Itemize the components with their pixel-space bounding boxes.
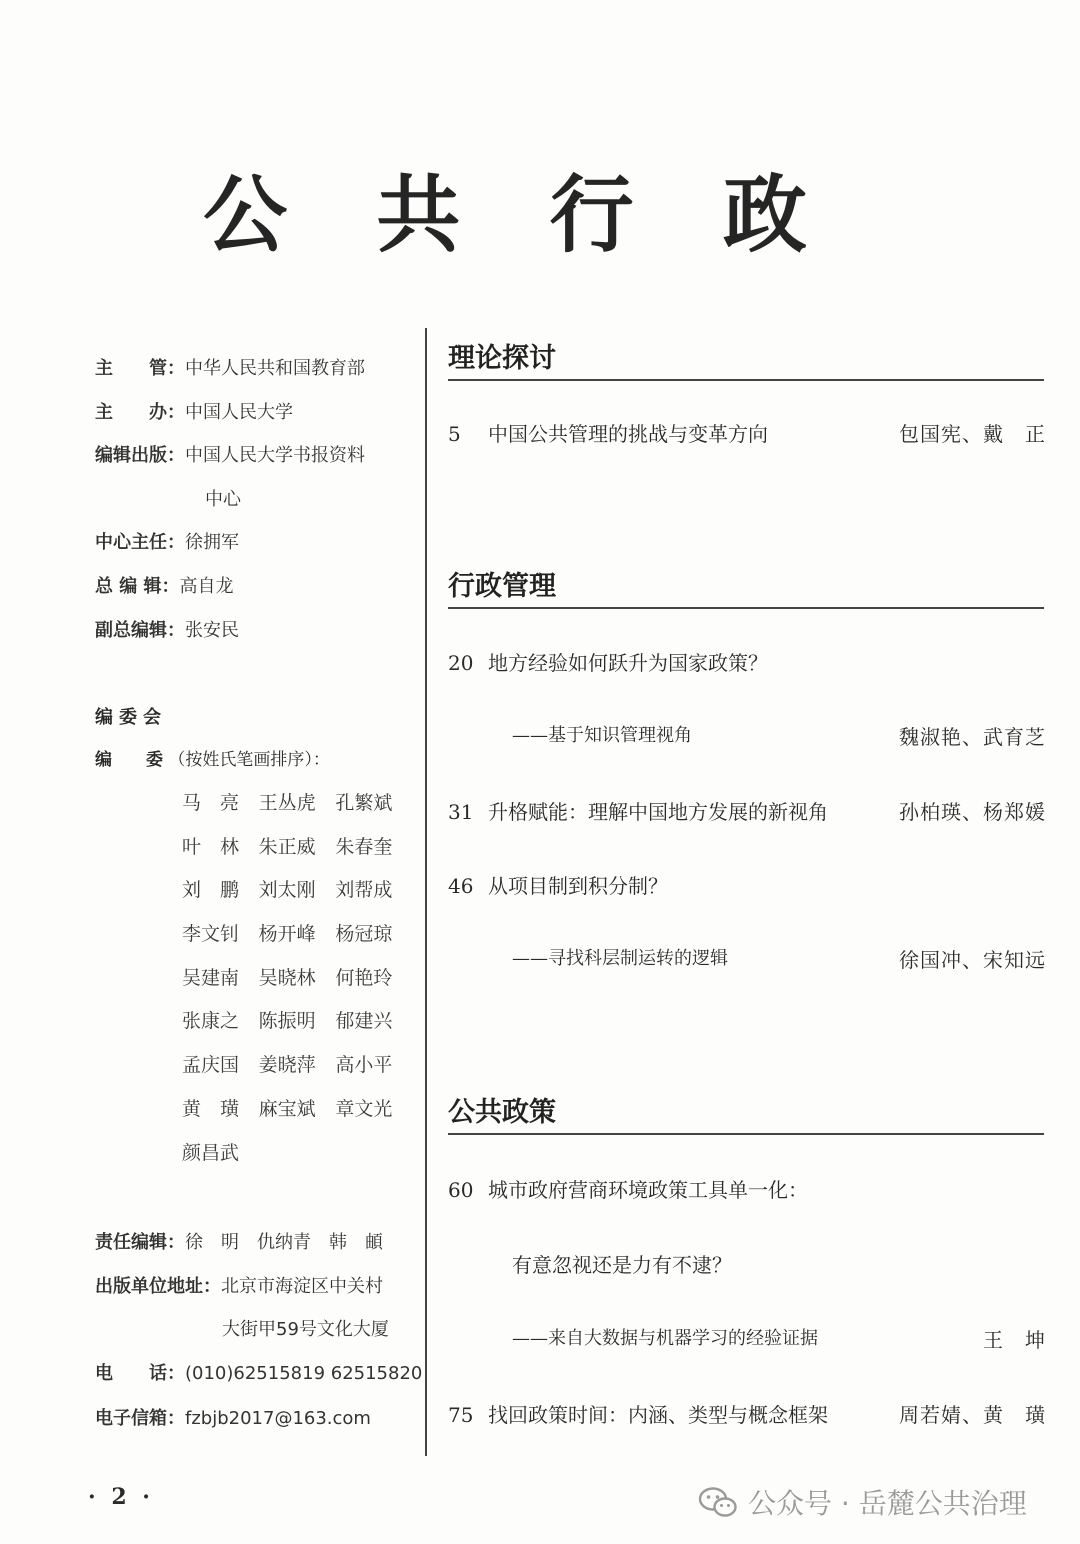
toc-title: 从项目制到积分制？ <box>488 874 668 898</box>
info-row-deputy-editor <box>95 616 239 642</box>
toc-page-number: 31 <box>448 800 474 824</box>
toc-author: 徐国冲、宋知远 <box>899 948 1046 972</box>
section-heading: 行政管理 <box>448 564 1044 609</box>
toc-subtitle: ——寻找科层制运转的逻辑 <box>512 948 728 969</box>
info-row-address-cont <box>222 1315 389 1341</box>
member: 王丛虎 <box>258 792 316 814</box>
member: 刘太刚 <box>258 879 316 902</box>
info-label: 中心主任： <box>95 532 185 553</box>
member: 张康之 <box>182 1010 240 1033</box>
member-row <box>182 788 412 832</box>
toc-title: 中国公共管理的挑战与变革方向 <box>488 422 768 446</box>
member: 李文钊 <box>182 923 240 946</box>
member: 吴建南 <box>182 966 240 989</box>
toc-title: 城市政府营商环境政策工具单一化： <box>488 1178 808 1202</box>
toc-entry[interactable] <box>448 1399 1046 1428</box>
member: 杨开峰 <box>258 923 316 946</box>
info-value: 徐拥军 <box>185 532 239 553</box>
info-value: 北京市海淀区中关村 <box>221 1276 383 1297</box>
info-label: 电子信箱： <box>95 1408 185 1429</box>
toc-author: 周若婧、黄 璜 <box>899 1403 1046 1427</box>
toc-entry[interactable] <box>448 870 1046 899</box>
member-row <box>182 963 412 1007</box>
info-label: 出版单位地址： <box>95 1276 221 1297</box>
member-row <box>182 919 412 963</box>
member-row <box>182 875 412 919</box>
info-value: 高自龙 <box>179 576 234 597</box>
info-row-publisher-cont <box>205 485 241 511</box>
section-heading: 理论探讨 <box>448 336 1044 381</box>
info-row-sponsor <box>95 398 293 424</box>
member: 何艳玲 <box>335 966 393 989</box>
info-label: 电 话： <box>95 1363 185 1384</box>
info-row-responsible-editors <box>95 1228 383 1254</box>
member: 黄 璜 <box>182 1097 240 1120</box>
toc-page-number: 75 <box>448 1403 474 1427</box>
info-value: 中华人民共和国教育部 <box>185 358 365 379</box>
member: 杨冠琼 <box>335 923 393 946</box>
member: 马 亮 <box>182 792 240 814</box>
info-value: 张安民 <box>185 620 239 641</box>
page-number: · 2 · <box>88 1484 154 1510</box>
member: 姜晓萍 <box>258 1054 316 1077</box>
toc-entry-continuation <box>448 1249 1046 1278</box>
member: 孔繁斌 <box>335 792 393 814</box>
info-row-director <box>95 528 239 554</box>
board-members <box>182 788 412 1181</box>
toc-page-number: 20 <box>448 651 474 675</box>
toc-title-continuation: 有意忽视还是力有不逮？ <box>512 1253 732 1277</box>
toc-subtitle: ——来自大数据与机器学习的经验证据 <box>512 1328 818 1349</box>
info-value: 中心 <box>205 489 241 510</box>
info-value: 徐 明 仇纳青 韩 頔 <box>185 1232 383 1253</box>
toc-title: 地方经验如何跃升为国家政策？ <box>488 651 768 675</box>
info-row-address <box>95 1272 383 1298</box>
member: 高小平 <box>335 1054 393 1077</box>
member-row <box>182 1094 412 1138</box>
journal-title: 公 共 行 政 <box>203 165 837 264</box>
toc-page-number: 60 <box>448 1178 474 1202</box>
toc-entry-subtitle <box>448 721 1046 747</box>
member: 朱春奎 <box>335 835 393 858</box>
toc-page-number: 5 <box>448 422 461 446</box>
toc-author: 魏淑艳、武育芝 <box>899 725 1046 749</box>
wechat-watermark <box>698 1482 1027 1522</box>
toc-entry[interactable] <box>448 796 1046 825</box>
member-row <box>182 1138 412 1182</box>
info-label: 副总编辑： <box>95 620 185 641</box>
member-row <box>182 1006 412 1050</box>
info-row-email <box>95 1404 371 1430</box>
info-value: 中国人民大学书报资料 <box>185 445 365 466</box>
member: 吴晓林 <box>258 966 316 989</box>
member: 刘帮成 <box>335 879 393 902</box>
info-value: (010)62515819 62515820 <box>185 1363 423 1384</box>
toc-entry[interactable] <box>448 647 1046 676</box>
info-label: 主 管： <box>95 358 185 379</box>
wechat-account-name: 公众号 · 岳麓公共治理 <box>748 1487 1027 1520</box>
info-value: fzbjb2017@163.com <box>185 1408 371 1429</box>
member-row <box>182 832 412 876</box>
member: 刘 鹏 <box>182 879 240 902</box>
toc-entry-subtitle <box>448 944 1046 970</box>
info-value: 中国人民大学 <box>185 402 293 423</box>
info-row-chief-editor <box>95 572 234 598</box>
toc-entry[interactable] <box>448 1174 1046 1203</box>
wechat-icon <box>698 1486 738 1518</box>
member: 朱正威 <box>258 835 316 858</box>
member: 郁建兴 <box>335 1010 393 1033</box>
info-label: 责任编辑： <box>95 1232 185 1253</box>
column-divider <box>425 328 427 1456</box>
info-label: 编辑出版： <box>95 445 185 466</box>
member: 陈振明 <box>258 1010 316 1033</box>
toc-title: 升格赋能：理解中国地方发展的新视角 <box>488 800 828 824</box>
info-row-publisher <box>95 441 365 467</box>
toc-subtitle: ——基于知识管理视角 <box>512 725 692 746</box>
toc-author: 孙柏瑛、杨郑媛 <box>899 800 1046 824</box>
info-label: 总 编 辑： <box>95 576 180 597</box>
toc-page-number: 46 <box>448 874 474 898</box>
member: 章文光 <box>335 1097 393 1120</box>
member: 麻宝斌 <box>258 1097 316 1120</box>
member: 孟庆国 <box>182 1054 240 1077</box>
toc-author: 包国宪、戴 正 <box>899 422 1046 446</box>
section-heading: 公共政策 <box>448 1090 1044 1135</box>
info-label: 主 办： <box>95 402 185 423</box>
member-row <box>182 1050 412 1094</box>
info-row-supervisor <box>95 354 365 380</box>
info-row-phone <box>95 1359 422 1385</box>
toc-author: 王 坤 <box>983 1328 1046 1352</box>
board-note-text: （按姓氏笔画排序）： <box>168 750 330 770</box>
board-note-label: 编 委 <box>95 750 163 770</box>
info-value: 大街甲59号文化大厦 <box>222 1319 389 1340</box>
member: 叶 林 <box>182 835 240 858</box>
toc-entry-subtitle <box>448 1324 1046 1350</box>
toc-title: 找回政策时间：内涵、类型与概念框架 <box>488 1403 828 1427</box>
toc-entry[interactable] <box>448 418 1046 447</box>
board-note <box>95 745 330 770</box>
board-title: 编委会 <box>95 707 167 728</box>
member: 颜昌武 <box>182 1141 240 1164</box>
